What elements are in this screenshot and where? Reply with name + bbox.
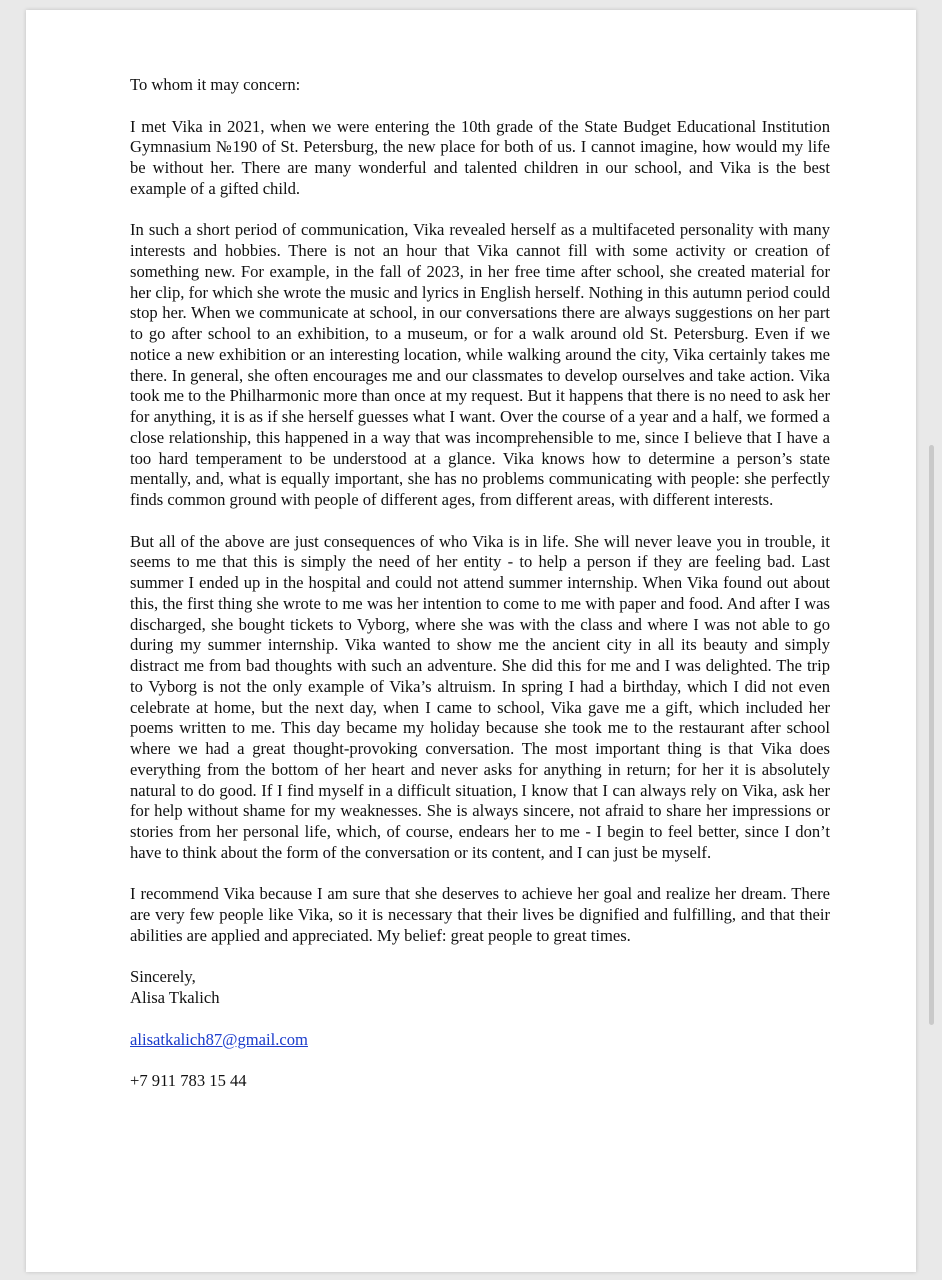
paragraph-recommendation: I recommend Vika because I am sure that she deserves to achieve her goal and realize her dream. There are very few people like Vika, so it is necessary that their lives be dignified and fulfilling, and that their abilities are applied and appreciated. My belief: great people to great times.	[130, 884, 830, 945]
signature-name: Alisa Tkalich	[130, 988, 220, 1007]
email-link[interactable]: alisatkalich87@gmail.com	[130, 1029, 308, 1049]
email-line	[130, 1030, 830, 1051]
closing-phrase: Sincerely,	[130, 967, 196, 987]
salutation: To whom it may concern:	[130, 75, 301, 94]
document-page	[26, 10, 916, 1272]
paragraph-personality: In such a short period of communication, Vika revealed herself as a multifaceted personality with many interests and hobbies. There is not an hour that Vika cannot fill with some activity or creation of something new. For example, in the fall of 2023, in her free time after school, she created material for her clip, for which she wrote the music and lyrics in English herself. Nothing in this autumn period could stop her. When we communicate at school, in our conversations there are always suggestions on her part to go after school to an exhibition, to a museum, or for a walk around old St. Petersburg. Even if we notice a new exhibition or an interesting location, while walking around the city, Vika certainly takes me there. In general, she often encourages me and our classmates to develop ourselves and take action. Vika took me to the Philharmonic more than once at my request. But it happens that there is no need to ask her for anything, it is as if she herself guesses what I want. Over the course of a year and a half, we formed a close relationship, this happened in a way that was incomprehensible to me, since I believe that I have a too hard temperament to be understood at a glance. Vika knows how to determine a person’s state mentally, and, what is equally important, she has no problems communicating with people: she perfectly finds common ground with people of different ages, from different areas, with different interests.	[130, 220, 830, 509]
phone-number: +7 911 783 15 44	[130, 1071, 247, 1090]
paragraph-introduction: I met Vika in 2021, when we were entering the 10th grade of the State Budget Educational Institution Gymnasium №190 of St. Petersburg, the new place for both of us. I cannot imagine, how would my life be without her. There are many wonderful and talented children in our school, and Vika is the best example of a gifted child.	[130, 116, 830, 198]
recommendation-letter	[130, 75, 830, 1113]
closing-block	[130, 967, 830, 1009]
paragraph-character: But all of the above are just consequences of who Vika is in life. She will never leave you in trouble, it seems to me that this is simply the need of her entity - to help a person if they are feeling bad. Last summer I ended up in the hospital and could not attend summer internship. When Vika found out about this, the first thing she wrote to me was her intention to come to me with paper and food. And after I was discharged, she bought tickets to Vyborg, where she was with the class and where I was not able to go during my summer internship. Vika wanted to show me the ancient city in all its beauty and simply distract me from bad thoughts with such an adventure. She did this for me and I was delighted. The trip to Vyborg is not the only example of Vika’s altruism. In spring I had a birthday, which I did not even celebrate at home, but the next day, when I came to school, Vika gave me a gift, which included her poems written to me. This day became my holiday because she took me to the restaurant after school where we had a great thought-provoking conversation. The most important thing is that Vika does everything from the bottom of her heart and never asks for anything in return; for her it is absolutely natural to do good. If I find myself in a difficult situation, I know that I can always rely on Vika, ask her for help without shame for my weaknesses. She is always sincere, not afraid to share her impressions or stories from her personal life, which, of course, endears her to me - I begin to feel better, since I don’t have to think about the form of the conversation or its content, and I can just be myself.	[130, 531, 830, 862]
vertical-scrollbar[interactable]	[929, 445, 934, 1025]
